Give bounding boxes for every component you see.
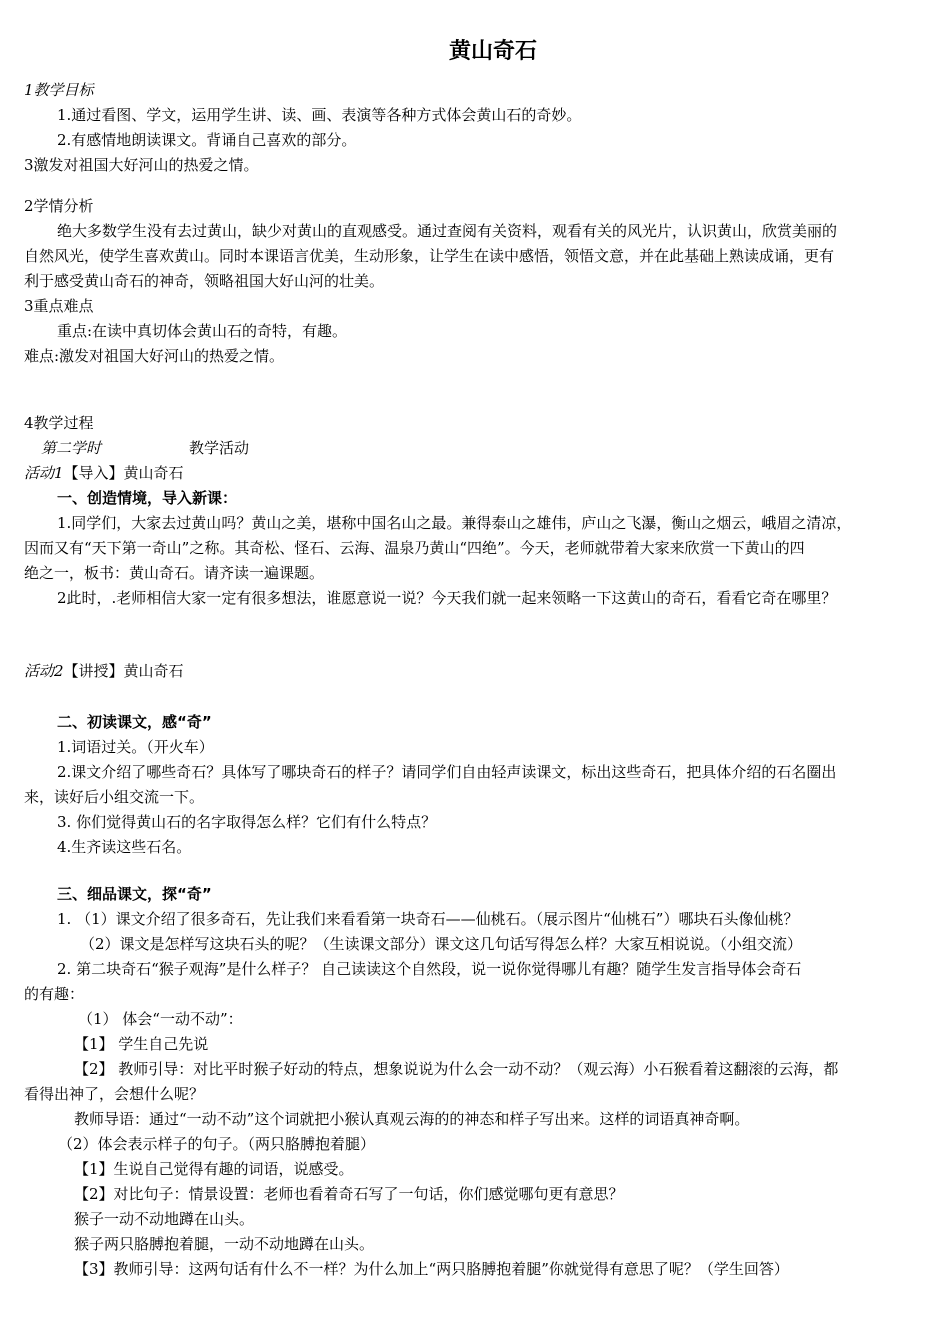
goal-item: 1.通过看图、学文，运用学生讲、读、画、表演等各种方式体会黄山石的奇妙。 [57, 106, 582, 124]
paragraph-line: （2）课文是怎样写这块石头的呢？（生读课文部分）课文这几句话写得怎么样？大家互相说说。（小组交流） [80, 935, 803, 953]
section-heading-process: 4教学过程 [24, 414, 94, 432]
document-title: 黄山奇石 [448, 39, 537, 64]
paragraph-line: 2此时，.老师相信大家一定有很多想法，谁愿意说一说？今天我们就一起来领略一下这黄山的奇石，看看它奇在哪里？ [57, 589, 837, 607]
paragraph-line: 【1】生说自己觉得有趣的词语，说感受。 [74, 1160, 354, 1178]
paragraph-line: 因而又有“天下第一奇山”之称。其奇松、怪石、云海、温泉乃黄山“四绝”。今天，老师就带着大家来欣赏一下黄山的四 [24, 539, 805, 557]
part-3-heading: 三、细品课文，探“奇” [57, 885, 212, 903]
paragraph-line: 的有趣： [24, 985, 85, 1003]
paragraph-line: 绝大多数学生没有去过黄山，缺少对黄山的直观感受。通过查阅有关资料，观看有关的风光片，认识黄山，欣赏美丽的 [57, 222, 838, 240]
example-sentence: 猴子一动不动地蹲在山头。 [74, 1210, 255, 1228]
difficulty-point: 难点:激发对祖国大好河山的热爱之情。 [24, 347, 285, 365]
paragraph-line: 1. （1）课文介绍了很多奇石，先让我们来看看第一块奇石——仙桃石。（展示图片“仙桃石”）哪块石头像仙桃？ [57, 910, 799, 928]
paragraph-line: 利于感受黄山奇石的神奇，领略祖国大好山河的壮美。 [24, 272, 385, 290]
section-heading-analysis: 2学情分析 [24, 197, 94, 215]
key-point: 重点:在读中真切体会黄山石的奇特，有趣。 [57, 322, 348, 340]
paragraph-line: 4.生齐读这些石名。 [57, 838, 192, 856]
activity-1-heading [24, 463, 184, 483]
part-2-heading: 二、初读课文，感“奇” [57, 713, 212, 731]
section-heading-goals: 1教学目标 [24, 81, 94, 99]
activity-label: 教学活动 [189, 439, 250, 457]
lesson-label: 第二学时 [41, 439, 102, 457]
paragraph-line: 2.课文介绍了哪些奇石？具体写了哪块奇石的样子？请同学们自由轻声读课文，标出这些奇石，把具体介绍的石名圈出 [57, 763, 837, 781]
paragraph-line: 1.同学们，大家去过黄山吗？黄山之美，堪称中国名山之最。兼得泰山之雄伟，庐山之飞瀑，衡山之烟云，峨眉之清凉， [57, 514, 852, 532]
paragraph-line: （1） 体会“一动不动”： [78, 1010, 243, 1028]
paragraph-line: 3. 你们觉得黄山石的名字取得怎么样？它们有什么特点？ [57, 813, 437, 831]
activity-2-prefix: 活动2 [24, 662, 64, 680]
paragraph-line: （2）体会表示样子的句子。（两只胳膊抱着腿） [58, 1135, 376, 1153]
paragraph-line: 2. 第二块奇石“猴子观海”是什么样子？ 自己读读这个自然段，说一说你觉得哪儿有趣？随学生发言指导体会奇石 [57, 960, 802, 978]
paragraph-line: 自然风光，使学生喜欢黄山。同时本课语言优美，生动形象，让学生在读中感悟，领悟文意，并在此基础上熟读成诵，更有 [24, 247, 835, 265]
goal-item: 2.有感情地朗读课文。背诵自己喜欢的部分。 [57, 131, 357, 149]
activity-1-subheading: 一、创造情境，导入新课： [57, 489, 238, 507]
paragraph-line: 【1】 学生自己先说 [74, 1035, 209, 1053]
activity-2-title: 【讲授】黄山奇石 [63, 662, 184, 680]
section-heading-key-points: 3重点难点 [24, 297, 94, 315]
activity-1-title: 【导入】黄山奇石 [63, 464, 184, 482]
goal-item: 3激发对祖国大好河山的热爱之情。 [24, 156, 259, 174]
paragraph-line: 教师导语：通过“一动不动”这个词就把小猴认真观云海的的神态和样子写出来。这样的词语真神奇啊。 [74, 1110, 750, 1128]
paragraph-line: 看得出神了，会想什么呢？ [24, 1085, 205, 1103]
activity-1-prefix: 活动1 [24, 464, 64, 482]
paragraph-line: 来，读好后小组交流一下。 [24, 788, 205, 806]
paragraph-line: 【3】教师引导：这两句话有什么不一样？为什么加上“两只胳膊抱着腿”你就觉得有意思了呢？（学生回答） [74, 1260, 789, 1278]
activity-2-heading [24, 661, 184, 681]
paragraph-line: 【2】 教师引导：对比平时猴子好动的特点，想象说说为什么会一动不动？（观云海）小石猴看着这翻滚的云海，都 [74, 1060, 839, 1078]
paragraph-line: 【2】对比句子：情景设置：老师也看着奇石写了一句话，你们感觉哪句更有意思？ [74, 1185, 624, 1203]
paragraph-line: 绝之一，板书：黄山奇石。请齐读一遍课题。 [24, 564, 325, 582]
example-sentence: 猴子两只胳膊抱着腿，一动不动地蹲在山头。 [74, 1235, 375, 1253]
paragraph-line: 1.词语过关。（开火车） [57, 738, 214, 756]
